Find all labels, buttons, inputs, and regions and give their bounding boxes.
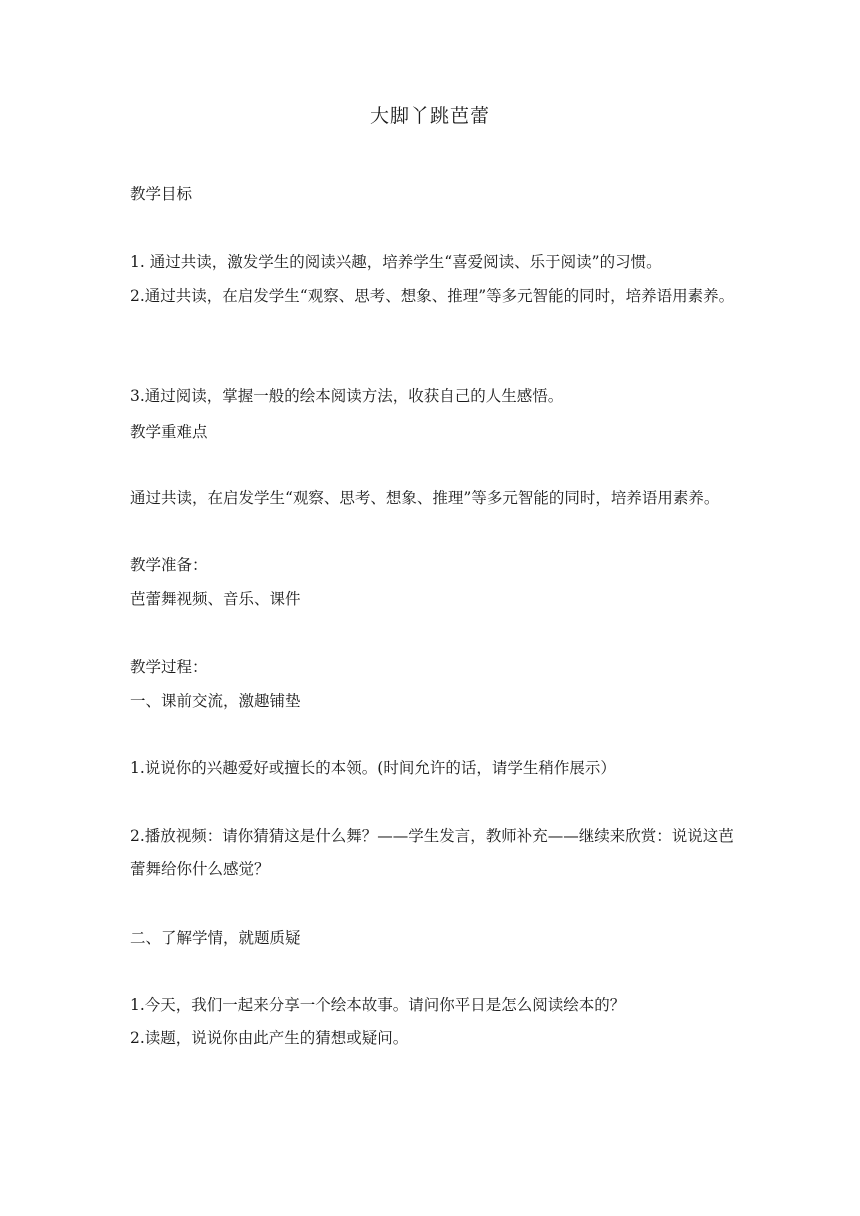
section-2-title: 二、了解学情，就题质疑 (130, 929, 301, 947)
heading-teaching-process: 教学过程： (130, 658, 208, 676)
goal-item-3: 3.通过阅读，掌握一般的绘本阅读方法，收获自己的人生感悟。 (130, 387, 564, 405)
goal-item-1: 1. 通过共读，激发学生的阅读兴趣，培养学生“喜爱阅读、乐于阅读”的习惯。 (130, 253, 662, 271)
section-1-item-1: 1.说说你的兴趣爱好或擅长的本领。(时间允许的话，请学生稍作展示） (130, 759, 616, 777)
section-2-item-1: 1.今天，我们一起来分享一个绘本故事。请问你平日是怎么阅读绘本的？ (130, 996, 626, 1014)
section-1-item-2: 2.播放视频：请你猜猜这是什么舞？——学生发言，教师补充——继续来欣赏：说说这芭蕾舞给你什么感觉？ (130, 827, 734, 878)
section-1-title: 一、课前交流，激趣铺垫 (130, 692, 301, 710)
key-points-text: 通过共读，在启发学生“观察、思考、想象、推理”等多元智能的同时，培养语用素养。 (130, 489, 720, 507)
goal-item-2: 2.通过共读，在启发学生“观察、思考、想象、推理”等多元智能的同时，培养语用素养。 (130, 287, 735, 305)
section-2-item-2: 2.读题，说说你由此产生的猜想或疑问。 (130, 1029, 409, 1047)
heading-key-points: 教学重难点 (130, 423, 208, 441)
preparation-text: 芭蕾舞视频、音乐、课件 (130, 590, 301, 608)
heading-preparation: 教学准备： (130, 556, 208, 574)
heading-teaching-goals: 教学目标 (130, 185, 193, 203)
document-title: 大脚丫跳芭蕾 (369, 105, 490, 127)
